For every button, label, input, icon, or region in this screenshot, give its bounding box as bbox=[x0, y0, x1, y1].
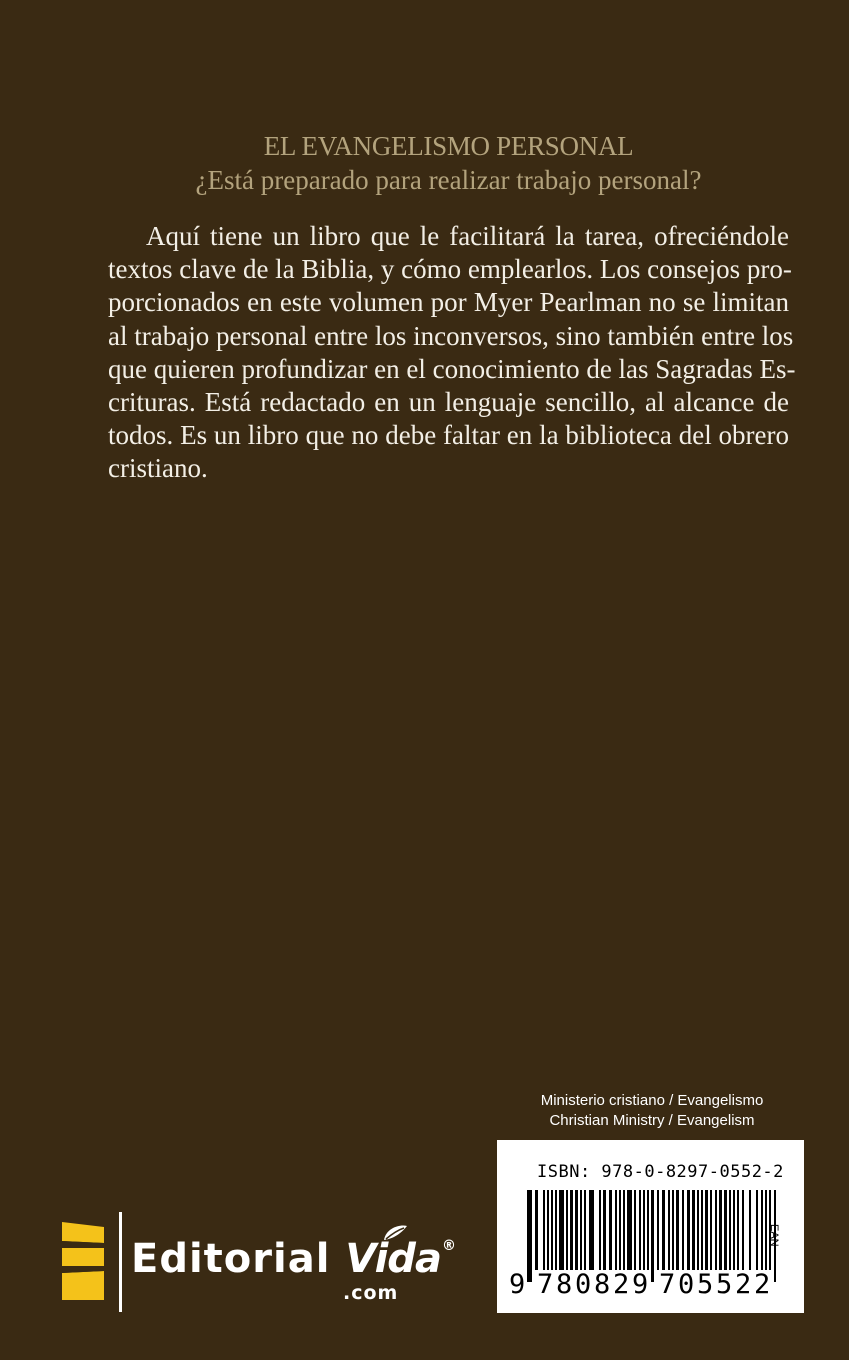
barcode-bar bbox=[580, 1190, 582, 1270]
barcode-bar bbox=[575, 1190, 578, 1270]
barcode-digit: 0 bbox=[678, 1269, 695, 1300]
barcode-bar bbox=[555, 1190, 557, 1270]
barcode-digit: 8 bbox=[594, 1269, 611, 1300]
barcode-bar bbox=[651, 1190, 654, 1282]
leaf-icon bbox=[380, 1222, 410, 1244]
barcode-bar bbox=[619, 1190, 621, 1270]
barcode-bar bbox=[761, 1190, 763, 1270]
barcode-bar bbox=[701, 1190, 703, 1270]
barcode-digit: 2 bbox=[735, 1269, 752, 1300]
publisher-name-part2: Vida bbox=[345, 1236, 441, 1282]
barcode-bar bbox=[623, 1190, 625, 1270]
barcode-digit: 0 bbox=[575, 1269, 592, 1300]
barcode-bar bbox=[729, 1190, 731, 1270]
barcode-bar bbox=[662, 1190, 665, 1270]
description-line: al trabajo personal entre los inconversos, sino también entre los bbox=[108, 320, 794, 351]
isbn-barcode-box bbox=[497, 1140, 804, 1313]
category-english: Christian Ministry / Evangelism bbox=[549, 1112, 755, 1129]
barcode-bar bbox=[676, 1190, 679, 1270]
ean-label: EAN bbox=[768, 1224, 780, 1247]
barcode-bar bbox=[543, 1190, 545, 1270]
barcode-digit: 5 bbox=[716, 1269, 733, 1300]
barcode-digit: 8 bbox=[556, 1269, 573, 1300]
description-line: textos clave de la Biblia, y cómo emplearlos. Los consejos pro- bbox=[108, 254, 792, 285]
barcode-bar bbox=[566, 1190, 568, 1270]
barcode-bar bbox=[737, 1190, 739, 1270]
book-category bbox=[497, 1091, 807, 1131]
barcode-digit: 7 bbox=[659, 1269, 676, 1300]
publisher-name-part1: Editorial bbox=[131, 1236, 346, 1282]
barcode-bar bbox=[643, 1190, 645, 1270]
barcode-digit: 2 bbox=[613, 1269, 630, 1300]
description-line: Aquí tiene un libro que le facilitará la tarea, ofreciéndole bbox=[146, 221, 789, 251]
publisher-domain: .com bbox=[343, 1282, 399, 1304]
category-spanish: Ministerio cristiano / Evangelismo bbox=[540, 1092, 764, 1109]
barcode-bar bbox=[733, 1190, 735, 1270]
editorial-vida-logo-mark-icon bbox=[62, 1222, 104, 1300]
description-line: crituras. Está redactado en un lenguaje sencillo, al alcance de bbox=[108, 386, 789, 417]
barcode-bar bbox=[603, 1190, 606, 1270]
barcode-bar bbox=[742, 1190, 744, 1270]
logo-divider bbox=[119, 1212, 122, 1312]
barcode-bar bbox=[599, 1190, 601, 1270]
description-line: todos. Es un libro que no debe faltar en la biblioteca del obrero bbox=[108, 420, 789, 451]
barcode-bar bbox=[551, 1190, 553, 1270]
barcode-bar bbox=[715, 1190, 717, 1270]
barcode-bar bbox=[756, 1190, 758, 1270]
barcode-bar bbox=[627, 1190, 632, 1270]
barcode-bar bbox=[692, 1190, 695, 1270]
barcode-bar bbox=[584, 1190, 586, 1270]
book-description bbox=[108, 220, 796, 486]
barcode-digit: 5 bbox=[697, 1269, 714, 1300]
barcode-bar bbox=[710, 1190, 712, 1270]
barcode-bar bbox=[647, 1190, 649, 1270]
barcode-digit: 9 bbox=[509, 1269, 526, 1300]
barcode-digit: 9 bbox=[632, 1269, 649, 1300]
description-line: porcionados en este volumen por Myer Pearlman no se limitan bbox=[108, 287, 789, 318]
barcode-bar bbox=[697, 1190, 699, 1270]
isbn-number: ISBN: 978-0-8297-0552-2 bbox=[537, 1162, 784, 1182]
barcode-bar bbox=[589, 1190, 594, 1270]
barcode-digit: 7 bbox=[537, 1269, 554, 1300]
registered-mark: ® bbox=[441, 1238, 457, 1254]
barcode-bar bbox=[657, 1190, 659, 1270]
barcode-bar bbox=[634, 1190, 636, 1270]
barcode-bar bbox=[705, 1190, 708, 1270]
barcode-bar bbox=[668, 1190, 670, 1270]
barcode-bar bbox=[547, 1190, 549, 1270]
book-title: EL EVANGELISMO PERSONAL bbox=[263, 131, 634, 161]
barcode-bar bbox=[672, 1190, 674, 1270]
barcode-icon bbox=[497, 1140, 804, 1313]
book-subtitle: ¿Está preparado para realizar trabajo personal? bbox=[195, 165, 702, 195]
barcode-bar bbox=[639, 1190, 641, 1270]
barcode-bar bbox=[687, 1190, 690, 1270]
description-line: que quieren profundizar en el conocimiento de las Sagradas Es- bbox=[108, 353, 796, 384]
barcode-bar bbox=[527, 1190, 532, 1282]
barcode-bar bbox=[765, 1190, 767, 1270]
description-line: cristiano. bbox=[108, 453, 208, 484]
barcode-digit: 2 bbox=[754, 1269, 771, 1300]
barcode-bar bbox=[682, 1190, 684, 1270]
barcode-bar bbox=[570, 1190, 573, 1270]
barcode-bar bbox=[724, 1190, 727, 1270]
barcode-bar bbox=[749, 1190, 751, 1270]
barcode-bar bbox=[719, 1190, 722, 1270]
barcode-bar bbox=[609, 1190, 612, 1270]
barcode-bar bbox=[559, 1190, 564, 1270]
barcode-bar bbox=[535, 1190, 538, 1270]
barcode-bar bbox=[615, 1190, 617, 1270]
